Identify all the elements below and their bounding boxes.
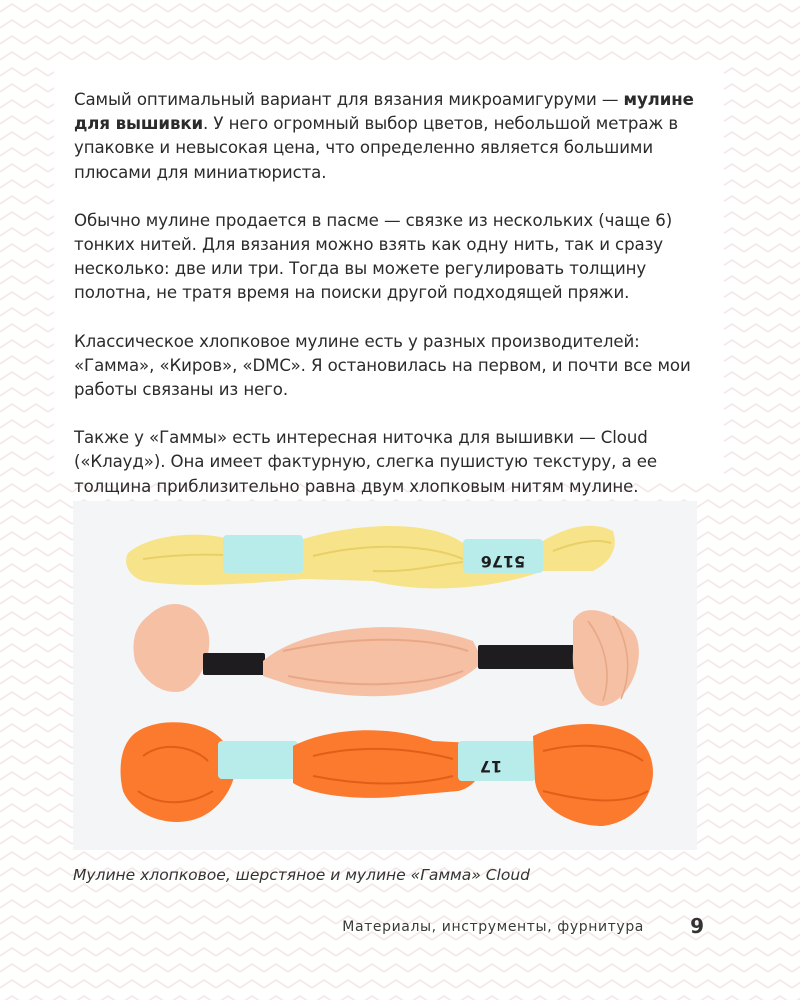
running-head: Материалы, инструменты, фурнитура (342, 919, 644, 935)
skein3-label: 17 (479, 757, 503, 776)
paragraph-4: Также у «Гаммы» есть интересная ниточка для вышивки — Cloud («Клауд»). Она имеет фактурную, слегка пушистую текстуру, а ее толщина приблизительно равна двум хлопковым нитям мулине. (74, 428, 657, 496)
page-number: 9 (690, 914, 704, 938)
photo-caption: Мулине хлопковое, шерстяное и мулине «Гамма» Cloud (73, 866, 530, 884)
paragraph-3: Классическое хлопковое мулине есть у разных производителей: «Гамма», «Киров», «DMC». Я остановилась на первом, и почти все мои работы связаны из него. (74, 331, 691, 400)
paragraph-2: Обычно мулине продается в пасме — связке из нескольких (чаще 6) тонких нитей. Для вязания можно взять как одну нить, так и сразу несколько: две или три. Тогда вы можете регулировать толщину полотна, не тратя время на поиски другой подходящей пряжи. (74, 210, 673, 303)
floss-photo (73, 501, 697, 850)
body-text (74, 88, 704, 547)
paragraph-1: Самый оптимальный вариант для вязания микроамигуруми — мулине для вышивки. У него огромный выбор цветов, небольшой метраж в упаковке и невысокая цена, что определенно является большими плюсами для миниатюриста. (74, 90, 694, 182)
skein1-label: 5176 (480, 552, 526, 571)
bold-term: мулине для вышивки (74, 90, 694, 134)
